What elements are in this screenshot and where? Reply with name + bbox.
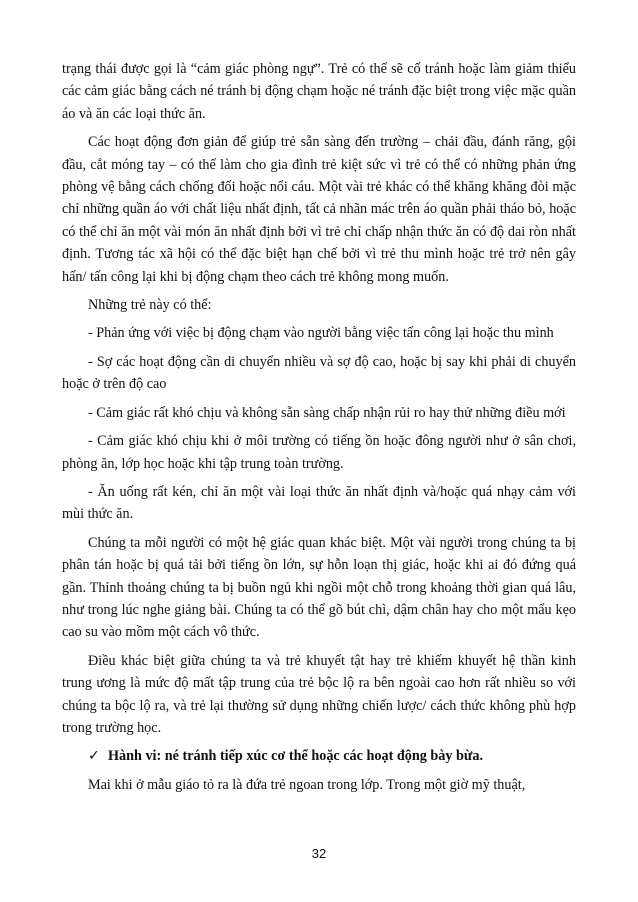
paragraph-3: Những trẻ này có thể: [88, 297, 212, 314]
page-content [62, 58, 576, 796]
bullet-item-1: - Phản ứng với việc bị động chạm vào người bằng việc tấn công lại hoặc thu mình [88, 325, 554, 342]
paragraph-2: Các hoạt động đơn giản để giúp trẻ sẵn sàng đến trường – chải đầu, đánh răng, gội đầu, cắt móng tay – có thể làm cho gia đình trẻ kiệt sức vì trẻ có thể có những phản ứng phòng vệ bằng cách chống đối hoặc nổi cáu. Một vài trẻ khác có thể khăng khăng đòi mặc chỉ những quần áo với chất liệu nhất định, tất cả nhãn mác trên áo quần phải tháo bỏ, hoặc có thể chỉ ăn một vài món ăn nhất định bởi vì trẻ chỉ chấp nhận thức ăn có độ dai ròn nhất định. Tương tác xã hội có thể đặc biệt hạn chế bởi vì trẻ thu mình hoặc trẻ trở nên gây hấn/ tấn công lại khi bị động chạm theo cách trẻ không mong muốn. [62, 134, 576, 285]
checkmark-icon: ✓ [88, 748, 100, 765]
bullet-item-5: - Ăn uống rất kén, chỉ ăn một vài loại thức ăn nhất định và/hoặc quá nhạy cảm với mùi thức ăn. [62, 483, 576, 523]
section-heading-text: Hành vi: né tránh tiếp xúc cơ thể hoặc các hoạt động bày bừa. [108, 748, 484, 765]
paragraph-1: trạng thái được gọi là “cảm giác phòng ngự”. Trẻ có thể sẽ cố tránh hoặc làm giảm thiểu các cảm giác bằng cách né tránh bị động chạm hoặc né tránh đặc biệt trong việc mặc quần áo và ăn các loại thức ăn. [62, 61, 576, 122]
paragraph-6: Mai khi ở mẫu giáo tỏ ra là đứa trẻ ngoan trong lớp. Trong một giờ mỹ thuật, [88, 776, 526, 793]
paragraph-5: Điều khác biệt giữa chúng ta và trẻ khuyết tật hay trẻ khiếm khuyết hệ thần kinh trung ương là mức độ mất tập trung của trẻ bộc lộ ra bên ngoài cao hơn rất nhiều so với chúng ta bộc lộ ra, và trẻ lại thường sử dụng những chiến lược/ cách thức không phù hợp trong trường học. [62, 652, 576, 736]
bullet-item-4: - Cảm giác khó chịu khi ở môi trường có tiếng ồn hoặc đông người như ở sân chơi, phòng ăn, lớp học hoặc khi tập trung toàn trường. [62, 433, 576, 472]
paragraph-4: Chúng ta mỗi người có một hệ giác quan khác biệt. Một vài người trong chúng ta bị phân tán hoặc bị quá tải bởi tiếng ồn lớn, sự hỗn loạn thị giác, hoặc khi ai đó đứng quá gần. Thỉnh thoảng chúng ta bị buồn ngủ khi ngồi một chỗ trong khoảng thời gian quá lâu, như trong lúc nghe giảng bài. Chúng ta có thể gõ bút chì, dậm chân hay cho một mẩu kẹo cao su vào mồm một cách vô thức. [62, 534, 576, 641]
page-number: 32 [311, 846, 327, 861]
bullet-item-3: - Cảm giác rất khó chịu và không sẵn sàng chấp nhận rủi ro hay thử những điều mới [88, 404, 566, 421]
section-heading [62, 745, 576, 767]
bullet-item-2: - Sợ các hoạt động cần di chuyển nhiều và sợ độ cao, hoặc bị say khi phải di chuyển hoặc ở trên độ cao [62, 353, 576, 393]
